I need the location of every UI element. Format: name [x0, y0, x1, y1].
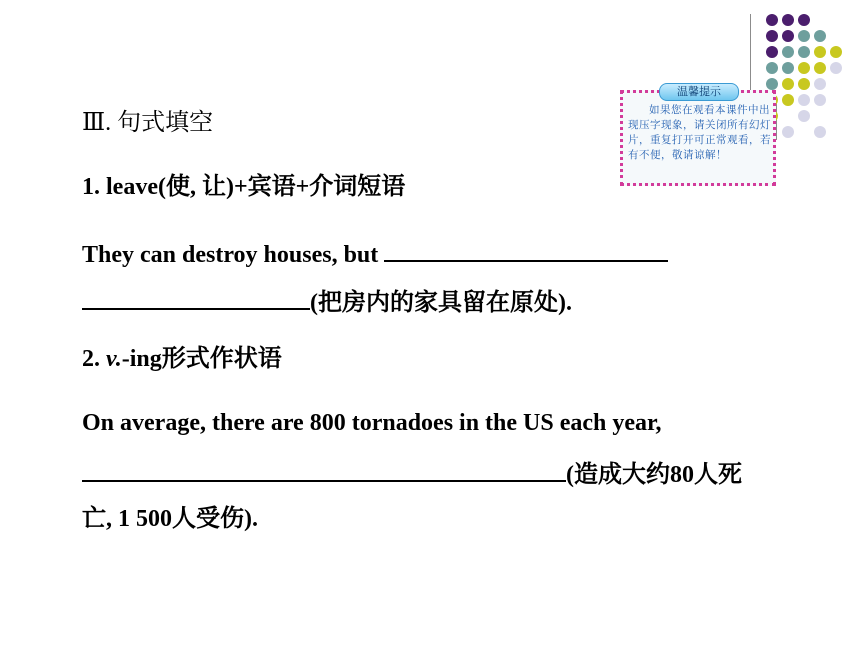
decorative-dot: [830, 46, 842, 58]
decorative-dot: [814, 62, 826, 74]
decorative-dot: [766, 62, 778, 74]
decorative-dot: [798, 110, 810, 122]
item1-sentence-text: They can destroy houses, but: [82, 242, 385, 268]
decorative-dot: [798, 78, 810, 90]
decorative-dot: [782, 46, 794, 58]
decorative-dot: [798, 62, 810, 74]
decorative-dot: [766, 30, 778, 42]
item2-sentence: On average, there are 800 tornadoes in the US each year,: [82, 410, 662, 436]
decorative-dot: [782, 30, 794, 42]
viewing-tip-text: 如果您在观看本课件中出现压字现象，请关闭所有幻灯片，重复打开可正常观看，若有不便，敬请谅解！: [628, 104, 771, 161]
item2-heading-text: -ing形式作状语: [121, 346, 282, 372]
decorative-dot: [766, 46, 778, 58]
decorative-dot: [798, 14, 810, 26]
decorative-dot: [814, 78, 826, 90]
item1-sentence: [82, 236, 668, 270]
decorative-dot: [782, 94, 794, 106]
decorative-dot: [766, 14, 778, 26]
decorative-dot: [782, 14, 794, 26]
viewing-tip-title: 温馨提示: [659, 83, 739, 101]
decorative-dot: [782, 78, 794, 90]
item1-sentence-continued: [82, 284, 572, 318]
viewing-tip-box: [620, 85, 776, 186]
fill-in-blank[interactable]: [82, 284, 310, 310]
decorative-dot: [782, 126, 794, 138]
decorative-dot: [814, 30, 826, 42]
item1-hint: (把房内的家具留在原处).: [310, 290, 572, 316]
item2-hint: (造成大约80人死: [566, 462, 742, 488]
decorative-dot: [798, 30, 810, 42]
item2-heading-number: 2.: [82, 346, 106, 372]
decorative-dot: [830, 62, 842, 74]
fill-in-blank[interactable]: [82, 456, 566, 482]
item2-heading: [82, 344, 282, 374]
decorative-dot: [814, 94, 826, 106]
decorative-dot: [814, 126, 826, 138]
section-heading: Ⅲ. 句式填空: [82, 110, 214, 136]
item1-heading: 1. leave(使, 让)+宾语+介词短语: [82, 174, 406, 200]
decorative-dot: [798, 46, 810, 58]
item2-sentence-continued: [82, 456, 742, 490]
decorative-dot: [814, 46, 826, 58]
item2-heading-abbrev: v.: [106, 346, 122, 372]
decorative-dot: [798, 94, 810, 106]
decorative-dot: [782, 62, 794, 74]
decorative-dot: [766, 78, 778, 90]
item2-hint-end: 亡, 1 500人受伤).: [82, 506, 258, 532]
fill-in-blank[interactable]: [384, 236, 668, 262]
